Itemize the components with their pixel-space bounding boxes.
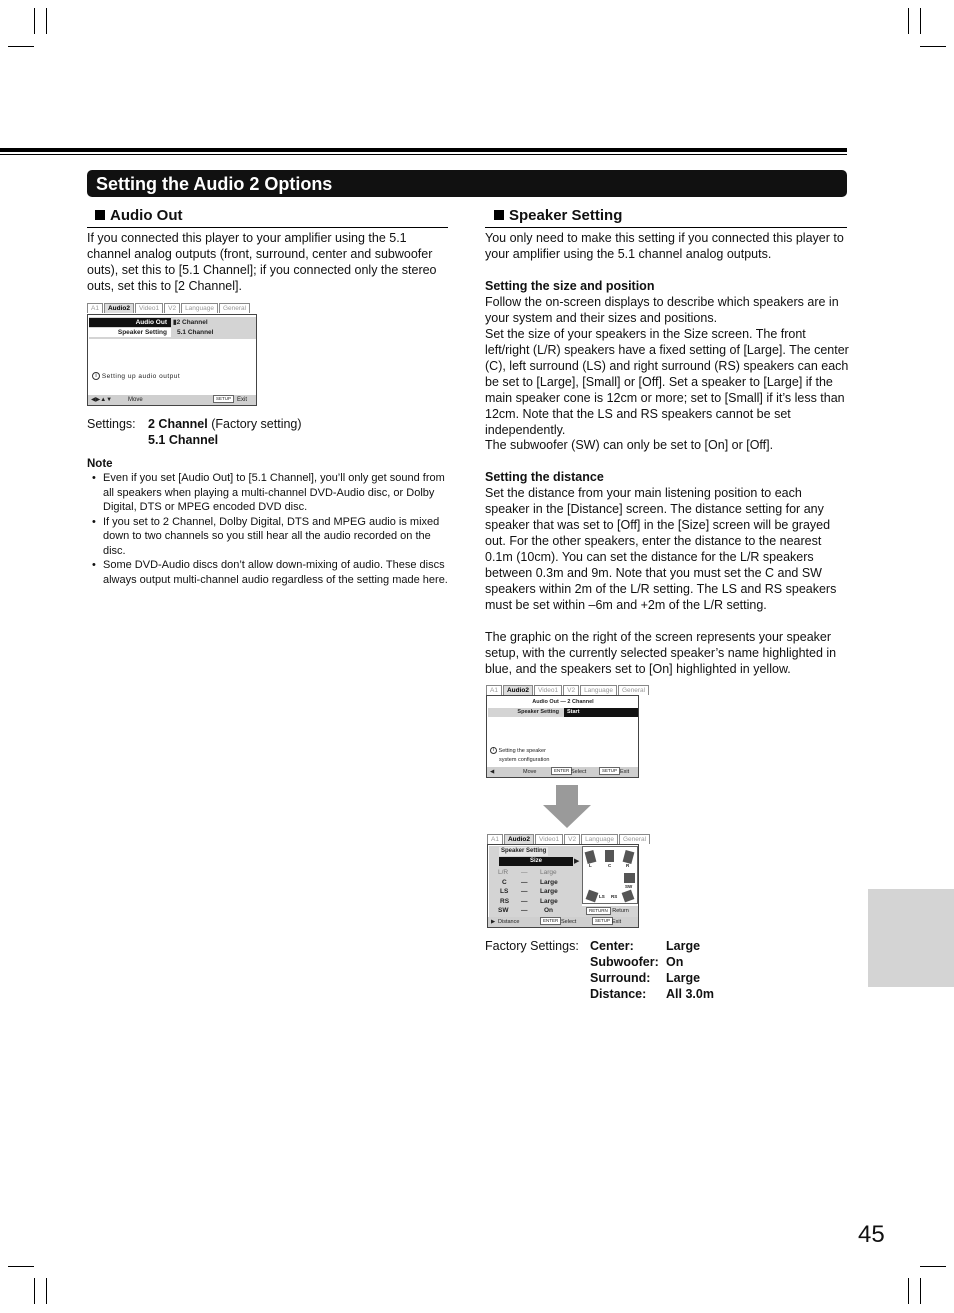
speaker-intro: You only need to make this setting if you connected this player to your amplifier using the 5.1 channel analog outputs. xyxy=(485,231,844,261)
setting-option-2: 5.1 Channel xyxy=(148,433,219,447)
crop-mark xyxy=(8,46,34,47)
osd-audio-out-label: Audio Out xyxy=(89,318,171,327)
tab-a1: A1 xyxy=(487,834,503,844)
section-title: Setting the Audio 2 Options xyxy=(96,174,333,194)
tab-v2: V2 xyxy=(563,685,579,695)
selector-arrow-icon: ▮ xyxy=(173,319,177,326)
top-rule xyxy=(0,148,847,152)
crop-mark xyxy=(34,8,35,34)
nav-right-icon: ▶ xyxy=(491,919,496,925)
crop-mark xyxy=(46,8,47,34)
speaker-c-icon xyxy=(605,850,614,862)
osd-size-row: C — Large xyxy=(502,878,558,886)
speaker-rs-label: RS xyxy=(611,894,618,899)
audio-out-body: If you connected this player to your amplifier using the 5.1 channel analog outputs (front, surround, center and subwoofer outs), set this to [5.1 Channel]; if you connected only the stereo outs, set this to [2 Channel]. xyxy=(87,231,437,293)
heading-underline xyxy=(485,227,847,228)
crop-mark xyxy=(8,1266,34,1267)
tab-audio2: Audio2 xyxy=(504,834,534,844)
factory-setting-row: Distance: All 3.0m xyxy=(590,987,714,1001)
osd-start-value: Start xyxy=(564,708,638,717)
tab-a1: A1 xyxy=(486,685,502,695)
top-rule-thin xyxy=(0,154,847,155)
note-item: • Some DVD-Audio discs don’t allow down-mixing of audio. These discs always output multi-channel audio regardless of the setting made here. xyxy=(87,558,449,587)
setup-key-icon: SETUP xyxy=(599,767,620,775)
info-icon: i xyxy=(92,372,100,380)
tab-video1: Video1 xyxy=(135,303,163,313)
tab-audio2: Audio2 xyxy=(503,685,533,695)
factory-setting-row: Center: Large xyxy=(590,939,701,953)
crop-mark xyxy=(920,1266,946,1267)
setup-key-icon: SETUP xyxy=(592,917,613,925)
osd-return-label: Return xyxy=(612,908,629,914)
size-body-3: The subwoofer (SW) can only be set to [On] or [Off]. xyxy=(485,438,774,452)
osd-move-label: Move xyxy=(128,397,143,403)
subwoofer-icon xyxy=(624,873,635,883)
size-heading: Setting the size and position xyxy=(485,279,655,293)
osd-speaker-setting-value: 5.1 Channel xyxy=(177,329,214,336)
osd-exit-label: Exit xyxy=(612,919,622,925)
osd-speaker-setting-label: Speaker Setting xyxy=(89,328,171,337)
crop-mark xyxy=(908,8,909,34)
tab-v2: V2 xyxy=(164,303,180,313)
note-list xyxy=(87,471,449,587)
speaker-rs-icon xyxy=(622,890,635,903)
speaker-diagram xyxy=(582,846,638,904)
osd-speaker-setting-label: Speaker Setting xyxy=(488,708,564,717)
tab-audio2: Audio2 xyxy=(104,303,134,313)
osd-size-tab: Size xyxy=(499,857,573,866)
factory-settings-list xyxy=(590,938,714,1002)
square-bullet-icon xyxy=(494,210,504,220)
tab-language: Language xyxy=(580,685,617,695)
osd-footer xyxy=(88,395,256,405)
osd-tabs xyxy=(487,834,651,844)
tab-video1: Video1 xyxy=(535,834,563,844)
osd-footer xyxy=(487,767,638,777)
crop-mark xyxy=(920,8,921,34)
crop-mark xyxy=(34,1278,35,1304)
osd-exit-label: Exit xyxy=(620,769,630,775)
speaker-ls-label: LS xyxy=(599,894,605,899)
osd-tabs xyxy=(486,685,650,695)
info-icon: i xyxy=(490,747,497,754)
enter-key-icon: ENTER xyxy=(540,917,561,925)
tab-video1: Video1 xyxy=(534,685,562,695)
osd-audio-out-row: Audio Out — 2 Channel xyxy=(532,699,594,705)
note-item: • Even if you set [Audio Out] to [5.1 Channel], you’ll only get sound from all speakers when playing a multi-channel DVD-Audio disc, or Dolby Digital, DTS or MPEG encoded DVD disc. xyxy=(87,471,449,515)
factory-setting-row: Subwoofer: On xyxy=(590,955,684,969)
speaker-c-label: C xyxy=(608,863,612,868)
osd-size-table xyxy=(498,868,578,916)
nav-left-icon: ◀ xyxy=(490,769,495,775)
speaker-sw-label: SW xyxy=(625,884,633,889)
note-item: • If you set to 2 Channel, Dolby Digital, DTS and MPEG audio is mixed down to two channels so you still hear all the audio recorded on the disc. xyxy=(87,515,449,559)
setup-key-icon: SETUP xyxy=(213,395,234,403)
note-heading: Note xyxy=(87,458,113,470)
distance-heading: Setting the distance xyxy=(485,470,604,484)
osd-exit-label: Exit xyxy=(237,397,248,403)
graphic-body: The graphic on the right of the screen represents your speaker setup, with the currently selected speaker’s name highlighted in blue, and the speakers set to [On] highlighted in yellow. xyxy=(485,630,837,676)
factory-settings-label: Factory Settings: xyxy=(485,939,579,953)
audio-out-heading: Audio Out xyxy=(95,207,182,225)
chapter-side-tab xyxy=(868,889,954,987)
tab-general: General xyxy=(619,834,650,844)
audio-out-osd-screen xyxy=(87,314,257,406)
tab-general: General xyxy=(618,685,649,695)
settings-label: Settings: xyxy=(87,417,136,431)
crop-mark xyxy=(920,1278,921,1304)
speaker-start-osd-screen xyxy=(486,695,639,778)
speaker-l-icon xyxy=(585,850,597,864)
osd-size-row: RS — Large xyxy=(500,897,558,905)
osd-info: i Setting the speaker system configuration xyxy=(490,747,549,765)
tab-language: Language xyxy=(581,834,618,844)
osd-footer xyxy=(488,917,638,927)
speaker-size-osd-screen xyxy=(487,844,639,928)
square-bullet-icon xyxy=(95,210,105,220)
speaker-r-icon xyxy=(623,850,635,864)
heading-underline xyxy=(87,227,448,228)
osd-select-label: Select xyxy=(571,769,587,775)
crop-mark xyxy=(46,1278,47,1304)
enter-key-icon: ENTER xyxy=(551,767,572,775)
page-number: 45 xyxy=(858,1221,885,1248)
distance-body: Set the distance from your main listening position to each speaker in the [Distance] screen. The distance setting for any speaker that was set to [Off] in the [Size] screen will be grayed out. For the other speakers, enter the distance to the nearest 0.1m (10cm). You can set the distance for the L/R speakers between 0.3m and 9m. Note that you must set the C and SW speakers within 2m of the L/R setting. The LS and RS speakers must be set within –6m and +2m of the L/R setting. xyxy=(485,486,837,612)
tab-general: General xyxy=(219,303,250,313)
setting-option-1: 2 Channel (Factory setting) xyxy=(148,417,302,431)
down-arrow-icon xyxy=(543,785,591,829)
crop-mark xyxy=(920,46,946,47)
osd-size-row: LS — Large xyxy=(500,888,558,895)
size-body: Follow the on-screen displays to describe which speakers are in your system and their sizes and positions. xyxy=(485,295,839,325)
osd-move-label: Move xyxy=(523,769,537,775)
nav-arrows-icon: ◀▶▲▼ xyxy=(91,397,113,403)
osd-return-row xyxy=(582,906,638,917)
osd-select-label: Select xyxy=(561,919,577,925)
crop-mark xyxy=(908,1278,909,1304)
osd-tabs xyxy=(87,303,251,313)
speaker-l-label: L xyxy=(589,863,592,868)
speaker-r-label: R xyxy=(626,863,630,868)
selector-right-icon: ▶ xyxy=(574,858,580,865)
tab-a1: A1 xyxy=(87,303,103,313)
speaker-setting-heading: Speaker Setting xyxy=(494,207,622,225)
size-body-2: Set the size of your speakers in the Size screen. The front left/right (L/R) speakers have a fixed setting of [Large]. The center (C), left surround (LS) and right surround (RS) speakers can each be set to [Large], [Small] or [Off]. Set a speaker to [Large] if the main speaker cone is 12cm or more; set to [Small] if it’s less than 12cm. Note that the LS and RS speakers cannot be set independently. xyxy=(485,327,849,437)
osd-audio-out-value: ▮2 Channel xyxy=(173,319,208,326)
osd-size-row: SW — On xyxy=(498,907,554,914)
tab-v2: V2 xyxy=(564,834,580,844)
osd-size-row: L/R — Large xyxy=(498,869,557,876)
factory-setting-row: Surround: Large xyxy=(590,971,701,985)
tab-language: Language xyxy=(181,303,218,313)
osd-speaker-setting-title: Speaker Setting xyxy=(501,848,547,854)
return-key-icon: RETURN xyxy=(586,907,611,915)
osd-distance-label: Distance xyxy=(498,919,520,925)
speaker-ls-icon xyxy=(586,890,599,903)
osd-info: i Setting up audio output xyxy=(92,372,180,382)
